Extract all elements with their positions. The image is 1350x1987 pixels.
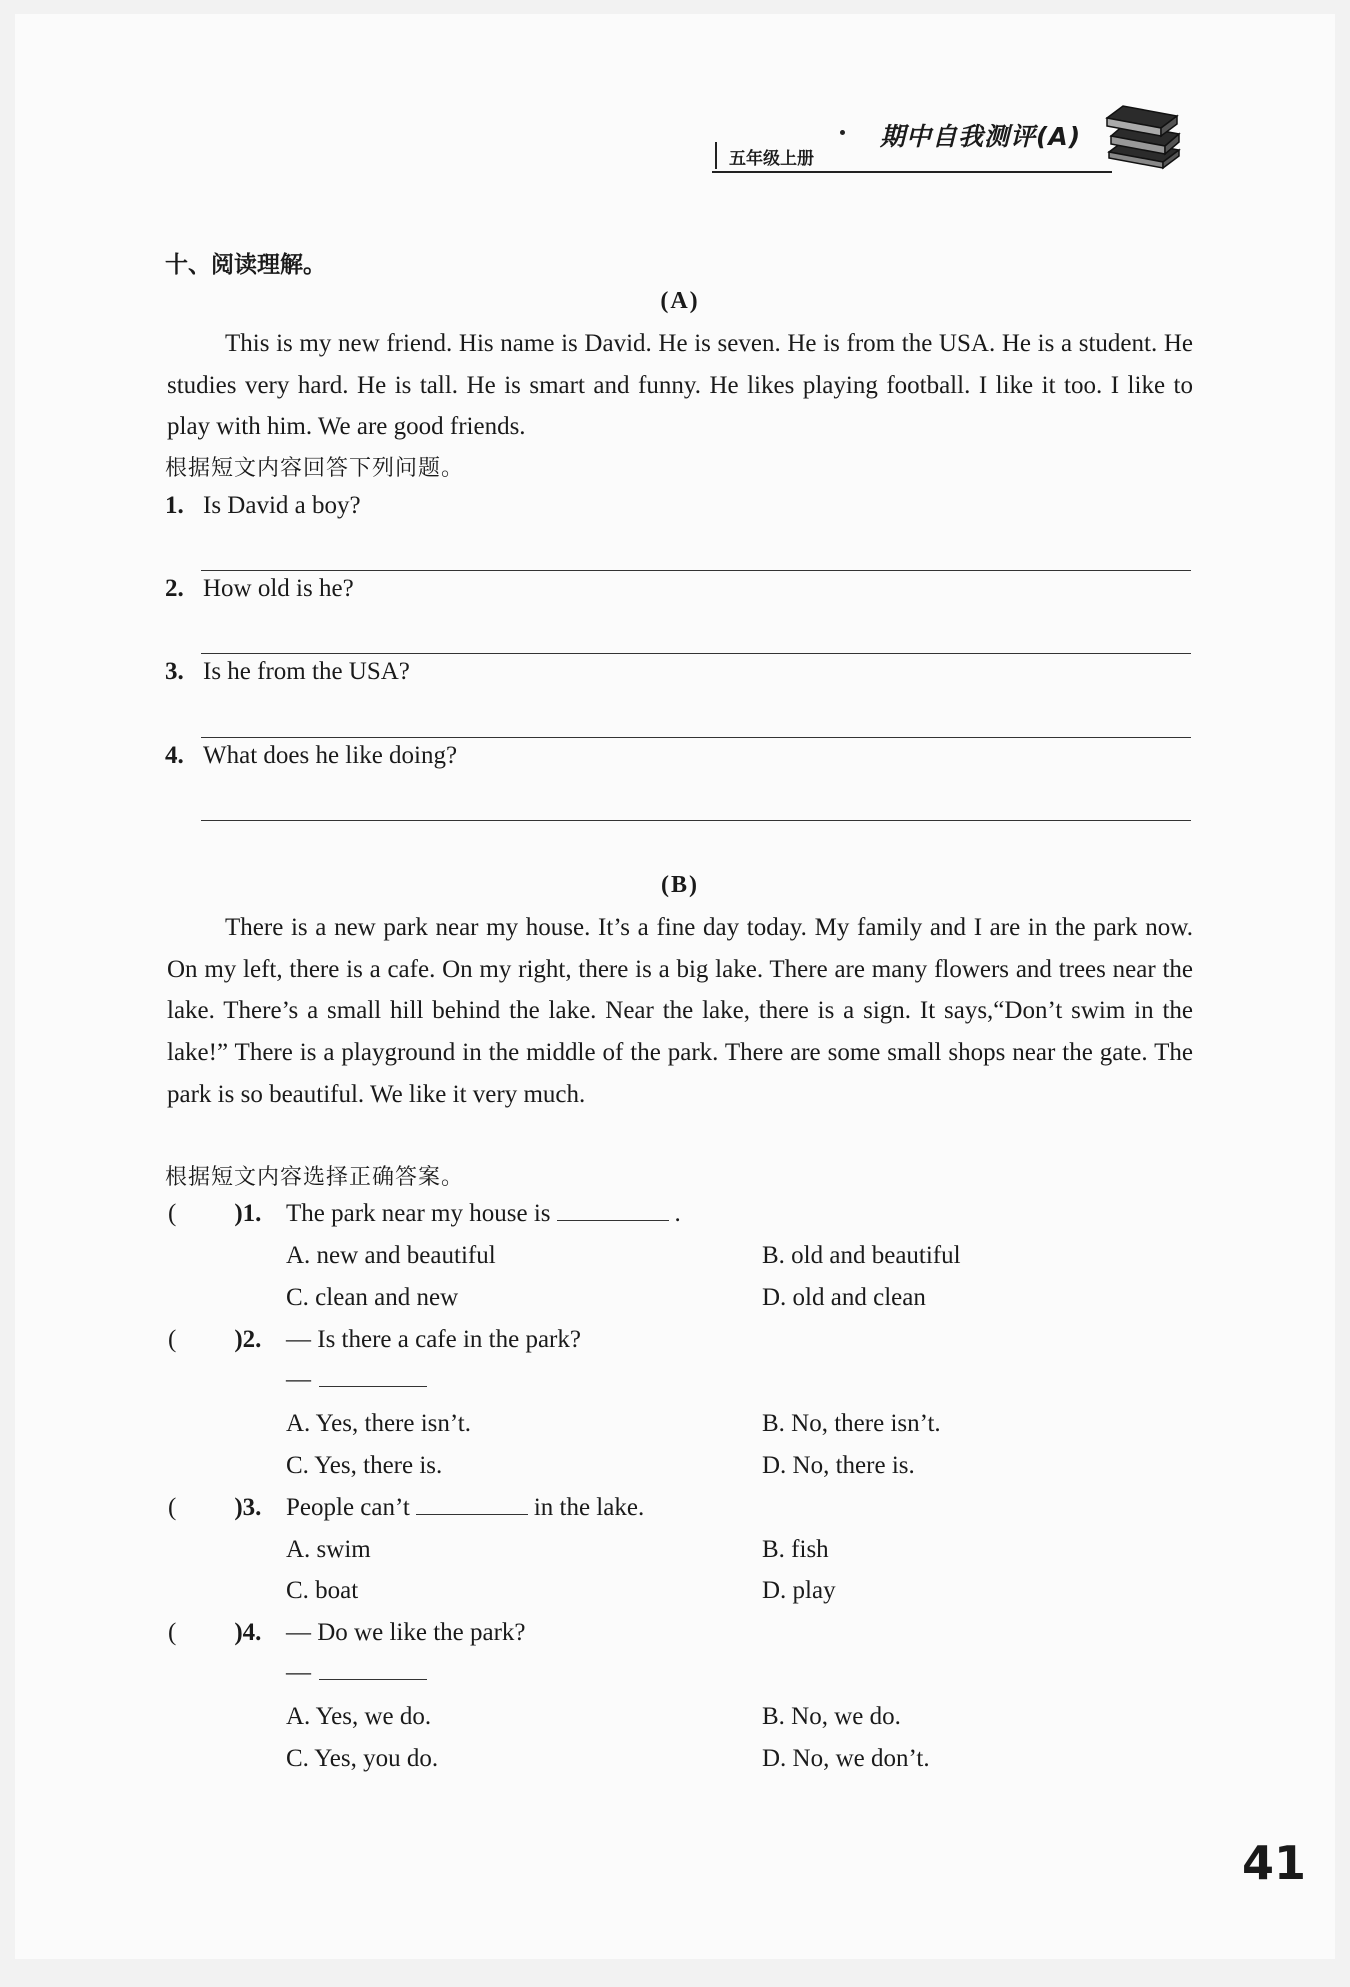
passage-a-text: [167, 323, 1193, 448]
option-4d[interactable]: D. No, we don’t.: [762, 1745, 930, 1772]
workbook-page: [15, 14, 1335, 1959]
option-4c[interactable]: C. Yes, you do.: [286, 1745, 439, 1772]
header-grade: 五年级上册: [715, 142, 814, 169]
option-4b[interactable]: B. No, we do.: [762, 1703, 901, 1730]
option-1b[interactable]: B. old and beautiful: [762, 1242, 961, 1269]
header-title: 期中自我测评(A): [880, 122, 1082, 151]
option-1d[interactable]: D. old and clean: [762, 1284, 926, 1311]
option-3c[interactable]: C. boat: [286, 1577, 359, 1604]
mc-stem-3: People can’t in the lake.: [286, 1494, 645, 1521]
question-a1: [165, 492, 361, 520]
passage-b-body: There is a new park near my house. It’s a fine day today. My family and I are in the park now. On my left, there is a cafe. On my right, there is a big lake. There are many flowers and trees near the lake. There’s a small hill behind the lake. Near the lake, there is a sign. It says,“Don’t swim in the lake!” There is a playground in the middle of the park. There are some small shops near the gate. The park is so beautiful. We like it very much.: [167, 914, 1193, 1108]
fill-blank[interactable]: [416, 1494, 528, 1515]
option-2b[interactable]: B. No, there isn’t.: [762, 1410, 941, 1437]
mc-stem-2: — Is there a cafe in the park?: [286, 1326, 581, 1353]
option-2d[interactable]: D. No, there is.: [762, 1452, 915, 1479]
option-3b[interactable]: B. fish: [762, 1536, 829, 1563]
option-1c[interactable]: C. clean and new: [286, 1284, 459, 1311]
question-number: 2.: [165, 575, 184, 602]
page-number: 41: [1242, 1836, 1307, 1890]
mc-bracket-1[interactable]: ( )1.: [168, 1200, 262, 1227]
section-title: 十、阅读理解。: [165, 252, 326, 278]
passage-a-label: (A): [660, 288, 700, 314]
question-a3: [165, 658, 410, 686]
passage-b-instruction: 根据短文内容选择正确答案。: [165, 1165, 465, 1190]
option-3a[interactable]: A. swim: [286, 1536, 371, 1563]
question-text: Is he from the USA?: [203, 658, 410, 685]
question-a2: [165, 575, 354, 603]
mc-stem-1: The park near my house is .: [286, 1200, 681, 1227]
passage-b-text: [167, 907, 1193, 1116]
mc-stem-4: — Do we like the park?: [286, 1619, 526, 1646]
question-number: 3.: [165, 658, 184, 685]
answer-line-a4[interactable]: [201, 820, 1191, 821]
book-stack-icon: [1103, 100, 1183, 172]
passage-a-body: This is my new friend. His name is David. He is seven. He is from the USA. He is a student. He studies very hard. He is tall. He is smart and funny. He likes playing football. I like it too. I like to play with him. We are good friends.: [167, 330, 1193, 441]
option-1a[interactable]: A. new and beautiful: [286, 1242, 496, 1269]
question-text: How old is he?: [203, 575, 354, 602]
passage-b-label: (B): [661, 872, 699, 898]
question-number: 4.: [165, 742, 184, 769]
question-text: Is David a boy?: [203, 492, 361, 519]
header-rule: [712, 171, 1112, 173]
answer-line-a3[interactable]: [201, 737, 1191, 738]
mc-bracket-2[interactable]: ( )2.: [168, 1326, 262, 1353]
question-number: 1.: [165, 492, 184, 519]
option-4a[interactable]: A. Yes, we do.: [286, 1703, 432, 1730]
mc-bracket-3[interactable]: ( )3.: [168, 1494, 262, 1521]
answer-line-a1[interactable]: [201, 570, 1191, 571]
header-dot: [840, 130, 845, 135]
option-2c[interactable]: C. Yes, there is.: [286, 1452, 443, 1479]
option-2a[interactable]: A. Yes, there isn’t.: [286, 1410, 471, 1437]
reply-blank-2[interactable]: —: [286, 1364, 427, 1394]
question-text: What does he like doing?: [203, 742, 458, 769]
question-a4: [165, 742, 457, 770]
fill-blank[interactable]: [557, 1200, 669, 1221]
option-3d[interactable]: D. play: [762, 1577, 836, 1604]
mc-bracket-4[interactable]: ( )4.: [168, 1619, 262, 1646]
passage-a-instruction: 根据短文内容回答下列问题。: [165, 456, 465, 481]
reply-blank-4[interactable]: —: [286, 1657, 427, 1687]
answer-line-a2[interactable]: [201, 653, 1191, 654]
